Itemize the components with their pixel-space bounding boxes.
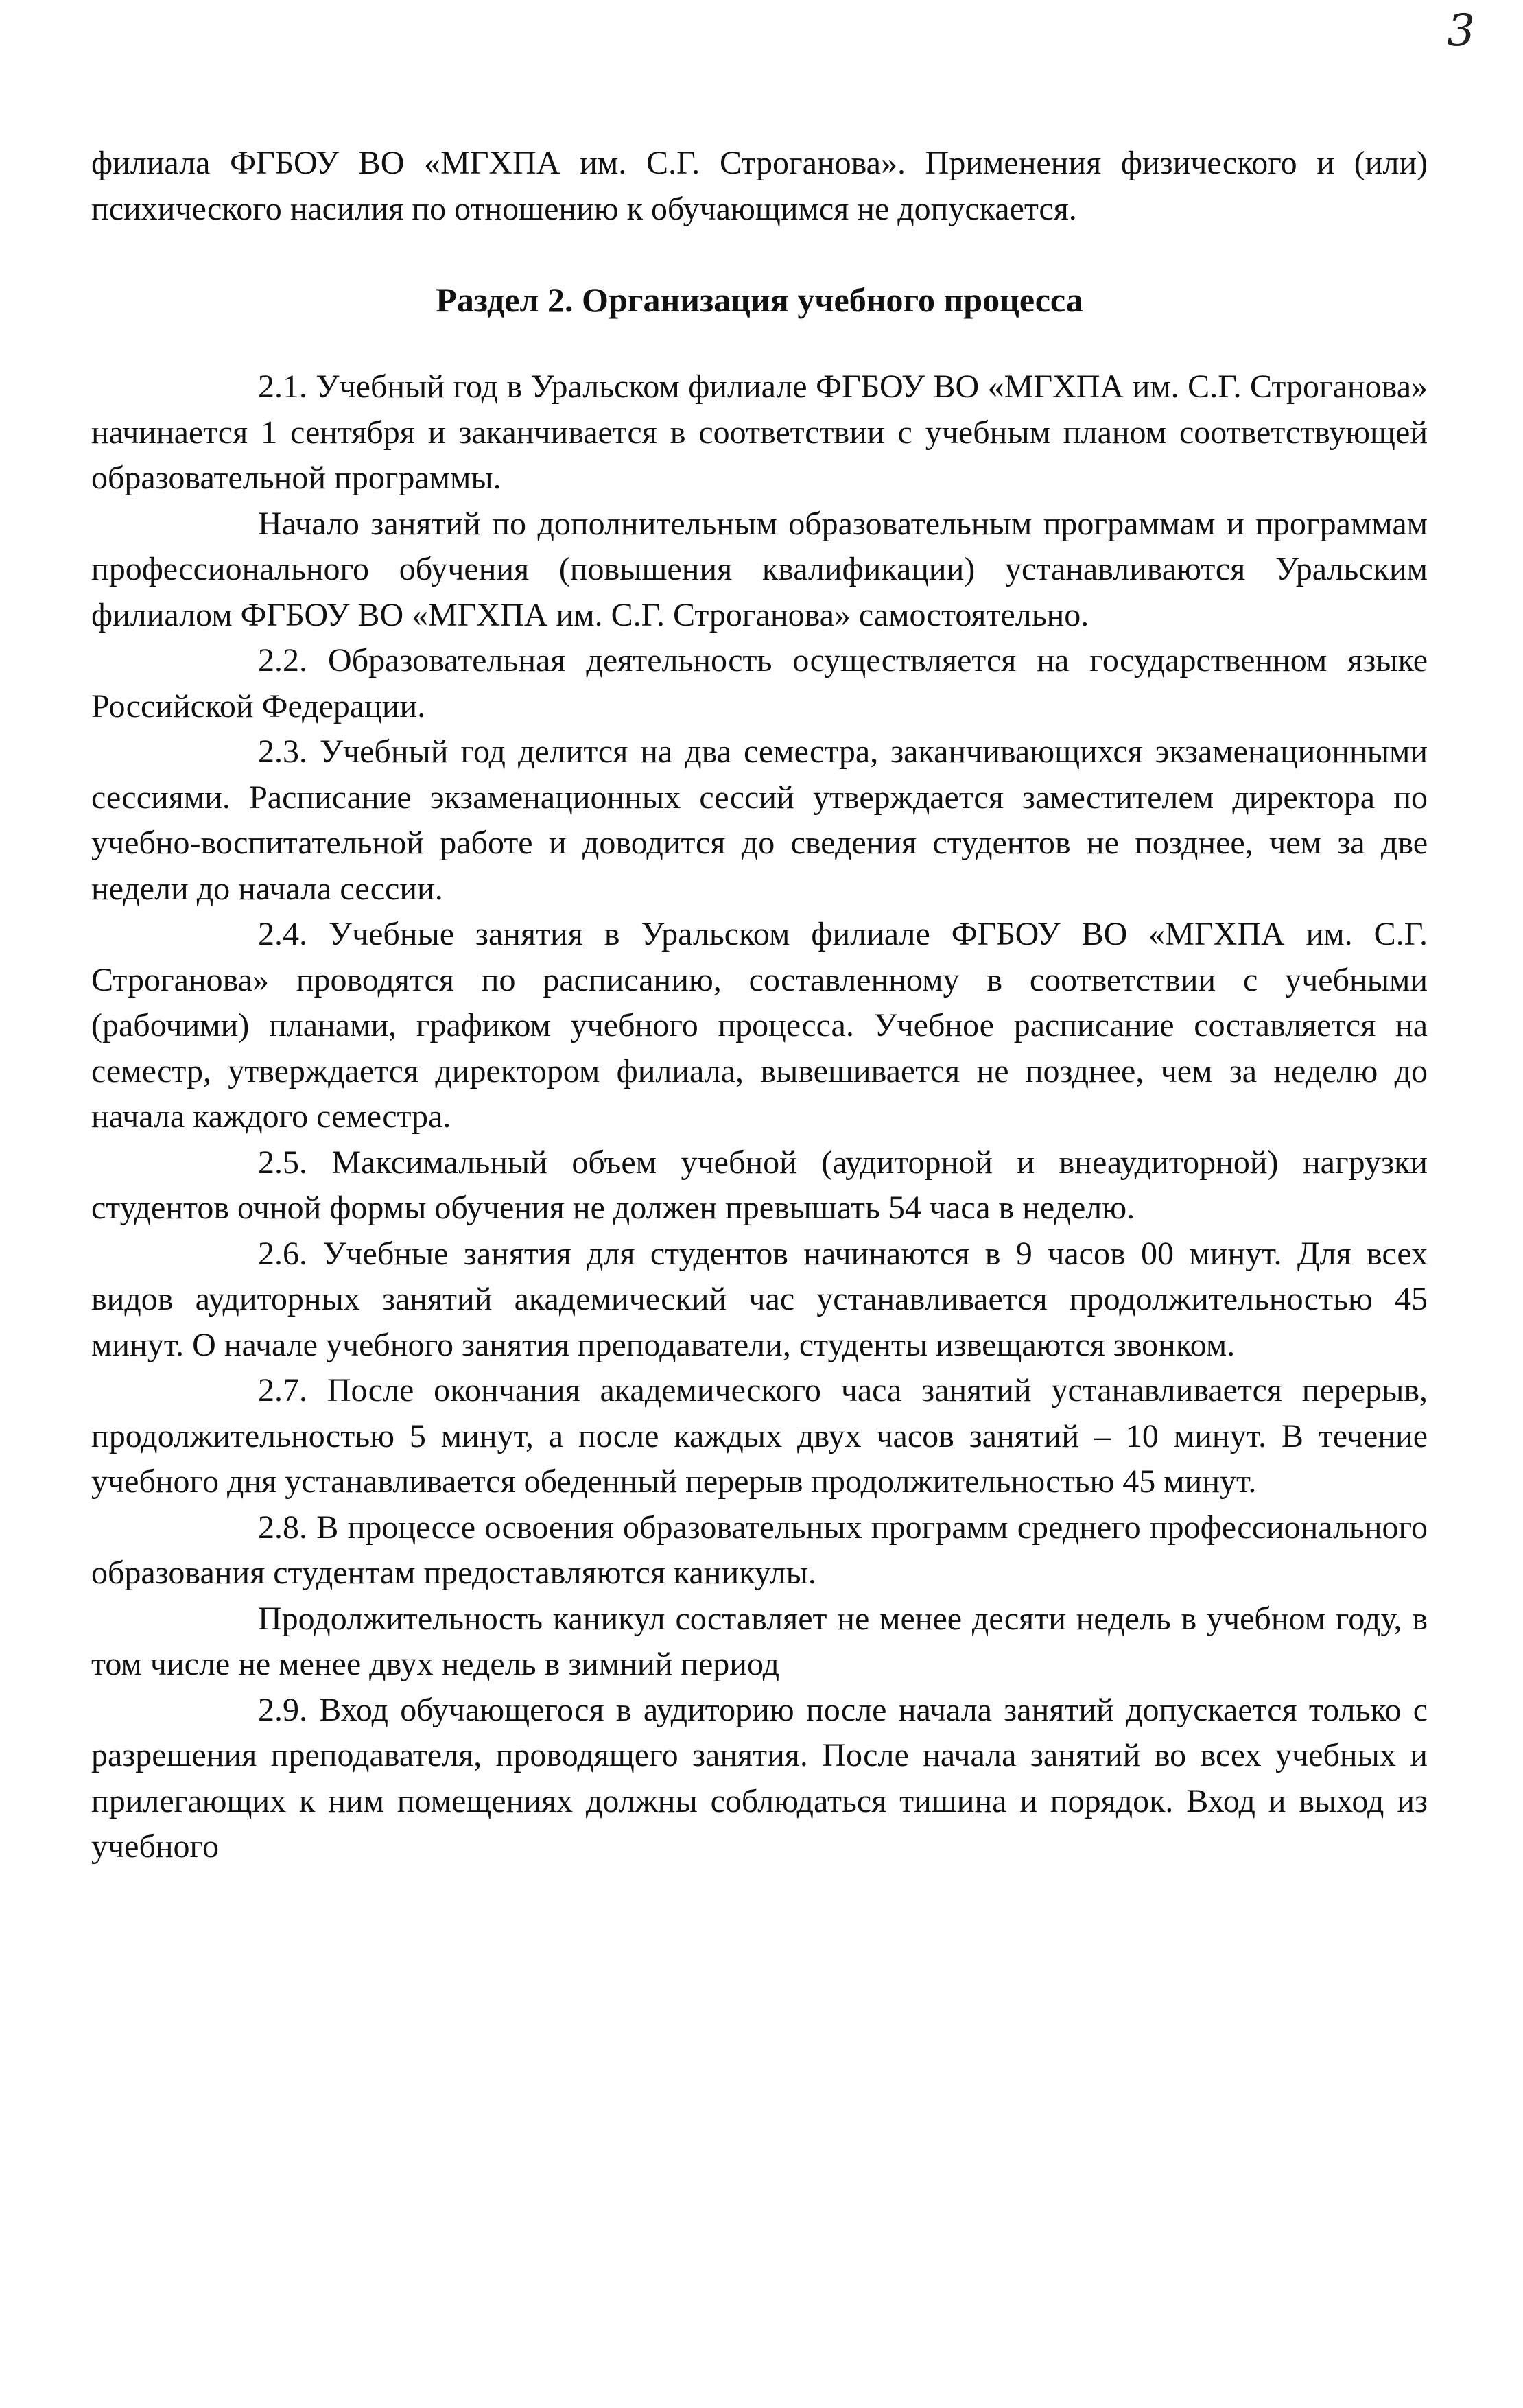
paragraph-2-7: 2.7. После окончания академического часа занятий устанавливается перерыв, продолжительностью 5 минут, а после каждых двух часов занятий – 10 минут. В течение учебного дня устанавливается обеденный перерыв продолжительностью 45 минут.: [91, 1372, 1428, 1500]
paragraph-2-4: 2.4. Учебные занятия в Уральском филиале ФГБОУ ВО «МГХПА им. С.Г. Строганова» проводятся по расписанию, составленному в соответствии с учебными (рабочими) планами, графиком учебного процесса. Учебное расписание составляется на семестр, утверждается директором филиала, вывешивается не позднее, чем за неделю до начала каждого семестра.: [91, 916, 1428, 1135]
paragraph-2-2: 2.2. Образовательная деятельность осуществляется на государственном языке Российской Федерации.: [91, 642, 1428, 724]
paragraph-vacation-duration: Продолжительность каникул составляет не менее десяти недель в учебном году, в том числе не менее двух недель в зимний период: [91, 1600, 1428, 1682]
section-title: Раздел 2. Организация учебного процесса: [436, 281, 1083, 319]
paragraph-additional-programs: Начало занятий по дополнительным образовательным программам и программам профессионального обучения (повышения квалификации) устанавливаются Уральским филиалом ФГБОУ ВО «МГХПА им. С.Г. Строганова» самостоятельно.: [91, 505, 1428, 633]
paragraph-2-5: 2.5. Максимальный объем учебной (аудиторной и внеаудиторной) нагрузки студентов очной формы обучения не должен превышать 54 часа в неделю.: [91, 1144, 1428, 1226]
paragraph-2-3: 2.3. Учебный год делится на два семестра, заканчивающихся экзаменационными сессиями. Расписание экзаменационных сессий утверждается заместителем директора по учебно-воспитательной работе и доводится до сведения студентов не позднее, чем за две недели до начала сессии.: [91, 733, 1428, 907]
paragraph-2-1: 2.1. Учебный год в Уральском филиале ФГБОУ ВО «МГХПА им. С.Г. Строганова» начинается 1 сентября и заканчивается в соответствии с учебным планом соответствующей образовательной программы.: [91, 368, 1428, 496]
paragraph-2-8: 2.8. В процессе освоения образовательных программ среднего профессионального образования студентам предоставляются каникулы.: [91, 1509, 1428, 1591]
paragraph-2-6: 2.6. Учебные занятия для студентов начинаются в 9 часов 00 минут. Для всех видов аудиторных занятий академический час устанавливается продолжительностью 45 минут. О начале учебного занятия преподаватели, студенты извещаются звонком.: [91, 1235, 1428, 1363]
page-number: 3: [1447, 5, 1475, 56]
document-body: [91, 141, 1428, 1870]
paragraph-2-9: 2.9. Вход обучающегося в аудиторию после начала занятий допускается только с разрешения преподавателя, проводящего занятия. После начала занятий во всех учебных и прилегающих к ним помещениях должны соблюдаться тишина и порядок. Вход и выход из учебного: [91, 1691, 1428, 1865]
paragraph-continuation: филиала ФГБОУ ВО «МГХПА им. С.Г. Строганова». Применения физического и (или) психического насилия по отношению к обучающимся не допускается.: [91, 145, 1428, 227]
